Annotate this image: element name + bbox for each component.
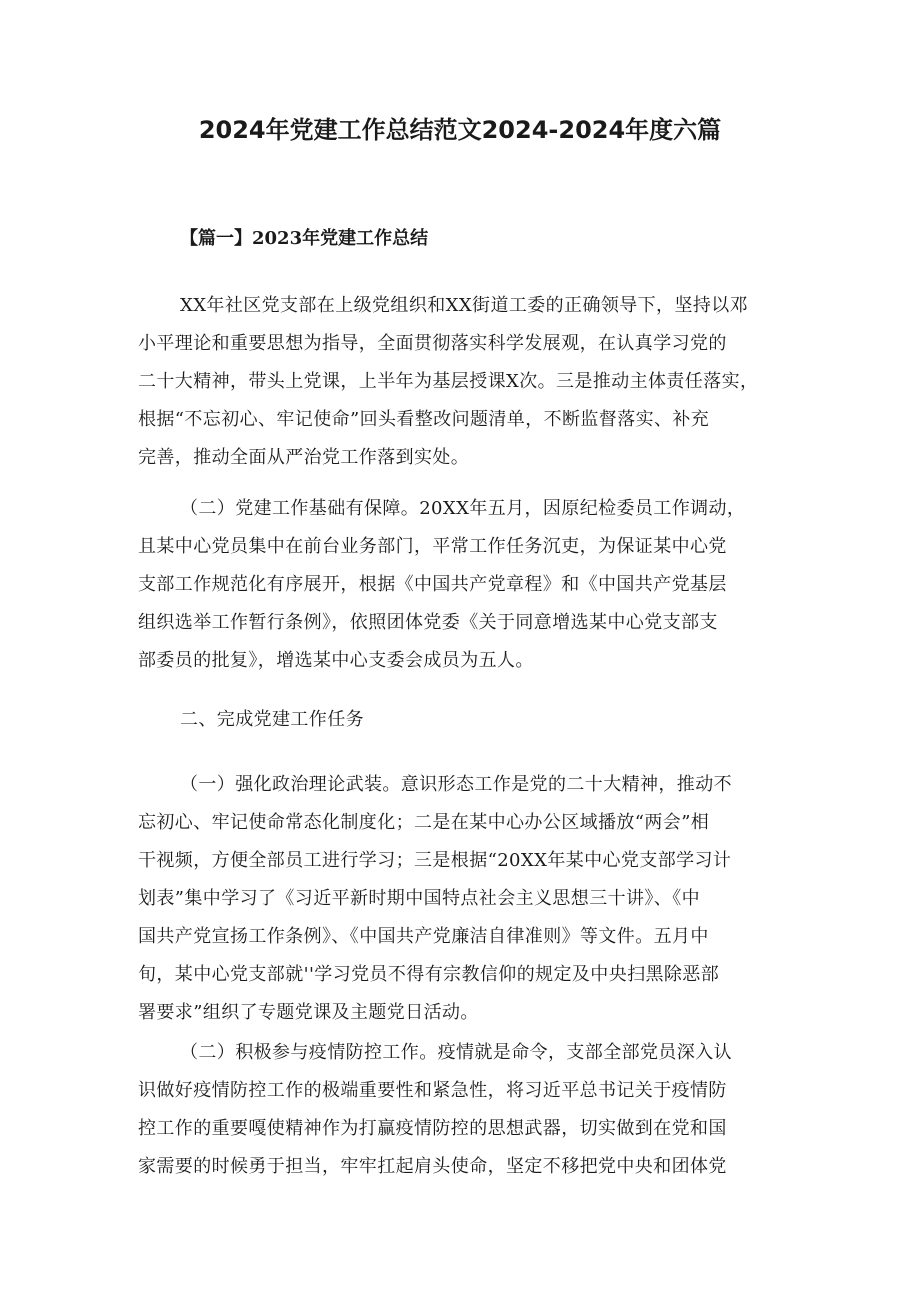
paragraph-line: 组织选举工作暂行条例》，依照团体党委《关于同意增选某中心党支部支 bbox=[138, 612, 718, 633]
paragraph-line: 支部工作规范化有序展开，根据《中国共产党章程》和《中国共产党基层 bbox=[138, 574, 727, 595]
paragraph bbox=[138, 287, 783, 477]
paragraph-line: 小平理论和重要思想为指导，全面贯彻落实科学发展观，在认真学习党的 bbox=[138, 333, 727, 354]
paragraph bbox=[138, 490, 783, 680]
paragraph-line: 国共产党宣扬工作条例》、《中国共产党廉洁自律准则》等文件。五月中 bbox=[138, 926, 709, 947]
paragraph bbox=[138, 1034, 783, 1186]
paragraph-line: 干视频，方便全部员工进行学习；三是根据“20XX年某中心党支部学习计 bbox=[138, 850, 732, 871]
section-heading: 【篇一】2023年党建工作总结 bbox=[180, 228, 429, 249]
subsection-heading bbox=[138, 701, 783, 739]
paragraph-line: 完善，推动全面从严治党工作落到实处。 bbox=[138, 447, 470, 468]
paragraph-line: 根据“不忘初心、牢记使命”回头看整改问题清单，不断监督落实、补充 bbox=[138, 409, 710, 430]
paragraph-line: 划表”集中学习了《习近平新时期中国特点社会主义思想三十讲》、《中 bbox=[138, 888, 700, 909]
paragraph-line: （二）积极参与疫情防控工作。疫情就是命令，支部全部党员深入认 bbox=[180, 1042, 732, 1063]
paragraph-line: 部委员的批复》，增选某中心支委会成员为五人。 bbox=[138, 650, 534, 671]
paragraph-line: 署要求”组织了专题党课及主题党日活动。 bbox=[138, 1002, 479, 1023]
document-title: 2024年党建工作总结范文2024-2024年度六篇 bbox=[198, 116, 722, 144]
paragraph-line: 二、完成党建工作任务 bbox=[180, 709, 364, 730]
paragraph-line: （一）强化政治理论武装。意识形态工作是党的二十大精神，推动不 bbox=[180, 774, 732, 795]
paragraph-line: 二十大精神，带头上党课，上半年为基层授课X次。三是推动主体责任落实， bbox=[138, 371, 759, 392]
paragraph-line: 控工作的重要嘎使精神作为打赢疫情防控的思想武器，切实做到在党和国 bbox=[138, 1118, 727, 1139]
paragraph-line: XX年社区党支部在上级党组织和XX街道工委的正确领导下，坚持以邓 bbox=[180, 295, 749, 316]
paragraph-line: 忘初心、牢记使命常态化制度化；二是在某中心办公区域播放“两会”相 bbox=[138, 812, 710, 833]
paragraph-line: 且某中心党员集中在前台业务部门，平常工作任务沉吏，为保证某中心党 bbox=[138, 536, 727, 557]
paragraph-line: 家需要的时候勇于担当，牢牢扛起肩头使命，坚定不移把党中央和团体党 bbox=[138, 1156, 727, 1177]
paragraph-line: 旬，某中心党支部就''学习党员不得有宗教信仰的规定及中央扫黑除恶部 bbox=[138, 964, 720, 985]
paragraph-line: （二）党建工作基础有保障。20XX年五月，因原纪检委员工作调动， bbox=[180, 498, 746, 519]
paragraph bbox=[138, 766, 783, 1032]
paragraph-line: 识做好疫情防控工作的极端重要性和紧急性，将习近平总书记关于疫情防 bbox=[138, 1080, 727, 1101]
